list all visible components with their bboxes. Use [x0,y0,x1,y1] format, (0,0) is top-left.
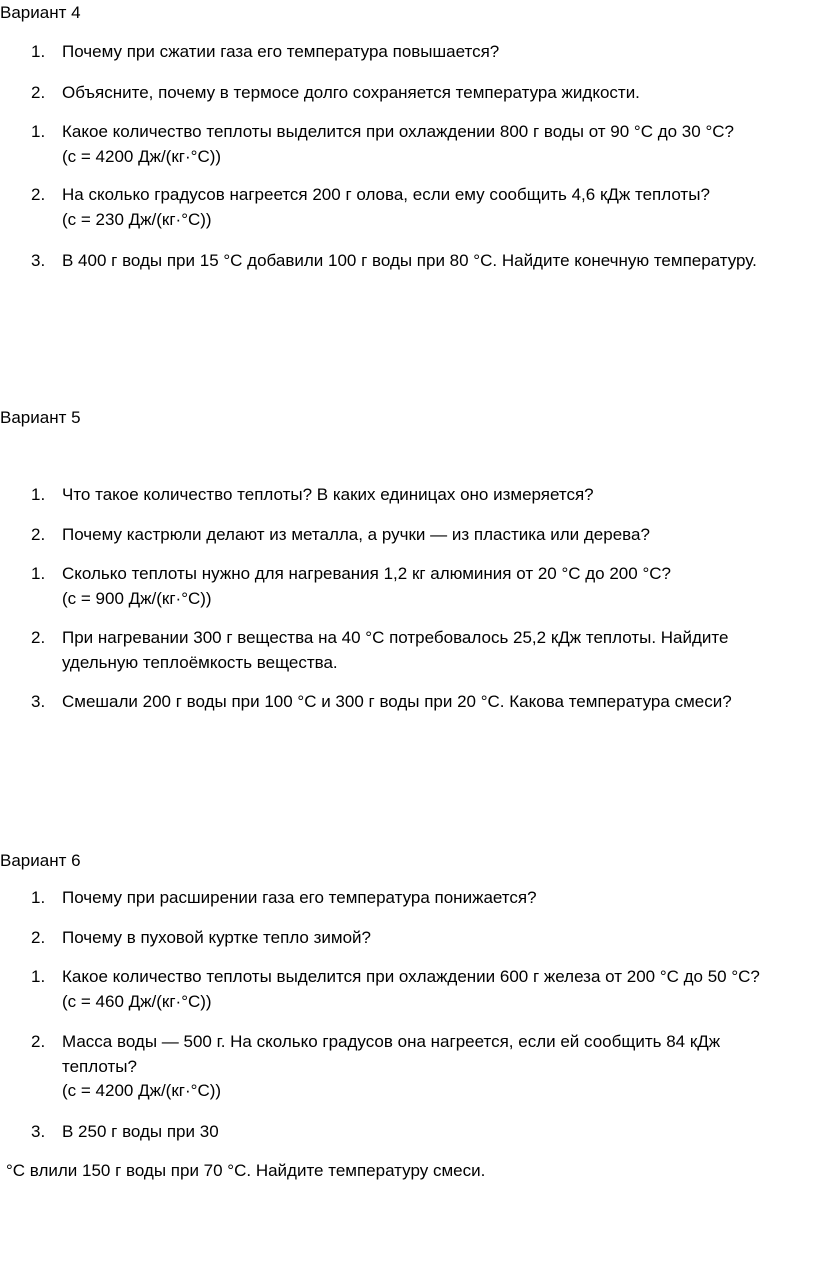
variant-5-problem-3 [31,689,732,714]
question-number: 2. [31,928,46,947]
question-text: Масса воды — 500 г. На сколько градусов она нагреется, если ей сообщить 84 кДж [62,1032,721,1051]
variant-5-heading: Вариант 5 [0,408,81,427]
question-number: 2. [31,185,46,204]
question-number: 1. [31,42,46,61]
variant-6-problem-1-constant: (c = 460 Дж/(кг·°C)) [62,992,212,1011]
question-text: В 250 г воды при 30 [62,1122,219,1141]
question-text: Какое количество теплоты выделится при охлаждении 600 г железа от 200 °C до 50 °C? [62,967,760,986]
question-number: 1. [31,967,46,986]
variant-6-question-1 [31,885,537,910]
question-number: 2. [31,628,46,647]
question-number: 2. [31,1032,46,1051]
question-number: 3. [31,251,46,270]
variant-4-problem-2 [31,182,710,207]
variant-4-problem-1 [31,119,734,144]
variant-4-problem-1-constant: (c = 4200 Дж/(кг·°C)) [62,147,222,166]
question-number: 1. [31,888,46,907]
question-text: Сколько теплоты нужно для нагревания 1,2 кг алюминия от 20 °C до 200 °C? [62,564,671,583]
question-text: Смешали 200 г воды при 100 °C и 300 г воды при 20 °C. Какова температура смеси? [62,692,732,711]
variant-5-problem-1 [31,561,671,586]
question-text: Почему при расширении газа его температура понижается? [62,888,537,907]
question-number: 2. [31,83,46,102]
variant-4-question-2 [31,80,640,105]
variant-4-problem-2-constant: (c = 230 Дж/(кг·°C)) [62,210,212,229]
question-text: В 400 г воды при 15 °C добавили 100 г воды при 80 °C. Найдите конечную температуру. [62,251,757,270]
question-text: Почему кастрюли делают из металла, а ручки — из пластика или дерева? [62,525,650,544]
variant-5-problem-1-constant: (c = 900 Дж/(кг·°C)) [62,589,212,608]
variant-6-problem-2-constant: (c = 4200 Дж/(кг·°C)) [62,1081,222,1100]
question-number: 1. [31,485,46,504]
question-text: Какое количество теплоты выделится при охлаждении 800 г воды от 90 °C до 30 °C? [62,122,734,141]
question-text: Почему при сжатии газа его температура повышается? [62,42,500,61]
variant-5-problem-2-continuation: удельную теплоёмкость вещества. [62,653,338,672]
question-number: 1. [31,122,46,141]
variant-4-question-1 [31,39,499,64]
variant-6-problem-2-continuation: теплоты? [62,1057,137,1076]
question-text: Почему в пуховой куртке тепло зимой? [62,928,371,947]
variant-6-problem-2 [31,1029,720,1054]
question-number: 1. [31,564,46,583]
variant-6-problem-3-continuation: °C влили 150 г воды при 70 °C. Найдите температуру смеси. [6,1161,486,1180]
variant-5-problem-2 [31,625,728,650]
variant-5-question-1 [31,482,594,507]
variant-6-problem-3 [31,1119,219,1144]
variant-6-heading: Вариант 6 [0,851,81,870]
question-text: Объясните, почему в термосе долго сохраняется температура жидкости. [62,83,640,102]
question-text: На сколько градусов нагреется 200 г олова, если ему сообщить 4,6 кДж теплоты? [62,185,710,204]
variant-4-problem-3 [31,248,757,273]
variant-6-problem-1 [31,964,760,989]
question-text: Что такое количество теплоты? В каких единицах оно измеряется? [62,485,594,504]
question-text: При нагревании 300 г вещества на 40 °C потребовалось 25,2 кДж теплоты. Найдите [62,628,729,647]
question-number: 2. [31,525,46,544]
variant-4-heading: Вариант 4 [0,3,81,22]
variant-5-question-2 [31,522,650,547]
question-number: 3. [31,1122,46,1141]
variant-6-question-2 [31,925,371,950]
question-number: 3. [31,692,46,711]
